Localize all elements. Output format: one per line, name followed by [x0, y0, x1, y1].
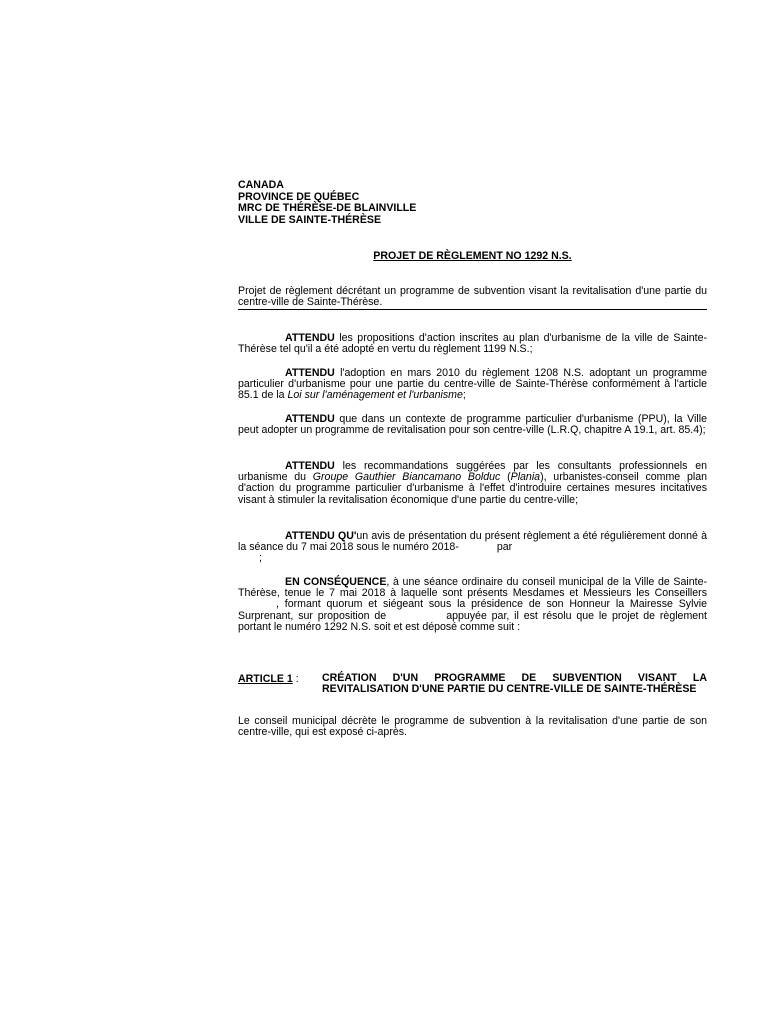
paragraph-lead: EN CONSÉQUENCE — [285, 576, 387, 588]
paragraph-text: que dans un contexte de programme particulier d'urbanisme (PPU), la Ville peut adopter un programme de revitalisation pour son centre-ville (L.R.Q, chapitre A 19.1, art. 85.4); — [238, 413, 707, 437]
paragraph-text: ( — [500, 471, 511, 484]
paragraph-lead: ATTENDU — [285, 332, 335, 344]
jurisdiction-header — [238, 180, 707, 226]
paragraph-text: un avis de présentation du présent règlement a été régulièrement donné à la séance du 7 mai 2018 sous le numéro 2018- — [238, 530, 707, 554]
header-line-city: VILLE DE SAINTE-THÉRÈSE — [238, 213, 382, 226]
header-line-mrc: MRC DE THÉRÈSE-DE BLAINVILLE — [238, 202, 417, 214]
article-body: Le conseil municipal décrète le programme de subvention à la revitalisation d'une partie de son centre-ville, qui est exposé ci-après. — [238, 715, 707, 739]
article-label — [238, 673, 299, 685]
paragraph-text: , il est résolu que le projet de règlement portant le numéro 1292 N.S. soit et est déposé comme suit : — [238, 609, 708, 633]
paragraph-lead: ATTENDU — [285, 367, 335, 379]
consultant-name: Groupe Gauthier Biancamano Bolduc — [312, 471, 501, 484]
paragraph-text: , à une séance ordinaire du conseil municipal de la Ville de Sainte-Thérèse, tenue le 7 mai 2018 à laquelle sont présents Mesdames et Messieurs les Conseillers — [238, 576, 707, 600]
paragraph-lead: ATTENDU QU' — [285, 530, 357, 542]
consultant-brand: Plania — [510, 471, 541, 484]
paragraph-attendu-notice — [238, 531, 707, 565]
paragraph-text: les recommandations suggérées par les consultants professionnels en urbanisme du — [238, 460, 707, 484]
paragraph-consequence — [238, 577, 707, 633]
document-title: PROJET DE RÈGLEMENT NO 1292 N.S. — [373, 250, 572, 262]
paragraph-text: , formant quorum et siégeant sous la présidence de son Honneur la Mairesse Sylvie Surprenant, sur proposition de — [238, 598, 707, 622]
paragraph-text: par — [496, 541, 513, 554]
bylaw-summary: Projet de règlement décrétant un programme de subvention visant la revitalisation d'une partie du centre-ville de Sainte-Thérèse. — [238, 286, 707, 310]
paragraph-lead: ATTENDU — [285, 413, 335, 425]
article-number: ARTICLE 1 — [238, 673, 293, 685]
paragraph-lead: ATTENDU — [285, 460, 335, 472]
article-separator: : — [292, 673, 299, 685]
header-line-province: PROVINCE DE QUÉBEC — [238, 190, 360, 203]
paragraph-attendu-2 — [238, 368, 707, 402]
paragraph-attendu-4 — [238, 461, 707, 506]
paragraph-text: ), urbanistes-conseil comme plan d'action du programme particulier d'urbanisme à l'effet d'introduire certaines mesures incitatives visant à stimuler la revitalisation économique d'une partie du centre-ville; — [238, 471, 707, 506]
paragraph-text: ; — [259, 552, 262, 565]
paragraph-text: les propositions d'action inscrites au plan d'urbanisme de la ville de Sainte-Thérèse tel qu'il a été adopté en vertu du règlement 1199 N.S.; — [238, 332, 707, 356]
paragraph-text: appuyée par — [446, 609, 507, 622]
header-line-country: CANADA — [238, 179, 284, 191]
article-title: CRÉATION D'UN PROGRAMME DE SUBVENTION VISANT LA REVITALISATION D'UNE PARTIE DU CENTRE-VILLE DE SAINTE-THÉRÈSE — [322, 672, 707, 696]
paragraph-text: l'adoption en mars 2010 du règlement 1208 N.S. adoptant un programme particulier d'urbanisme pour une partie du centre-ville de Sainte-Thérèse conformément à l'article 85.1 de la — [238, 367, 707, 402]
paragraph-end: ; — [462, 389, 466, 402]
paragraph-attendu-1 — [238, 333, 707, 355]
paragraph-attendu-3 — [238, 414, 707, 436]
law-reference: Loi sur l'aménagement et l'urbanisme — [287, 389, 463, 402]
